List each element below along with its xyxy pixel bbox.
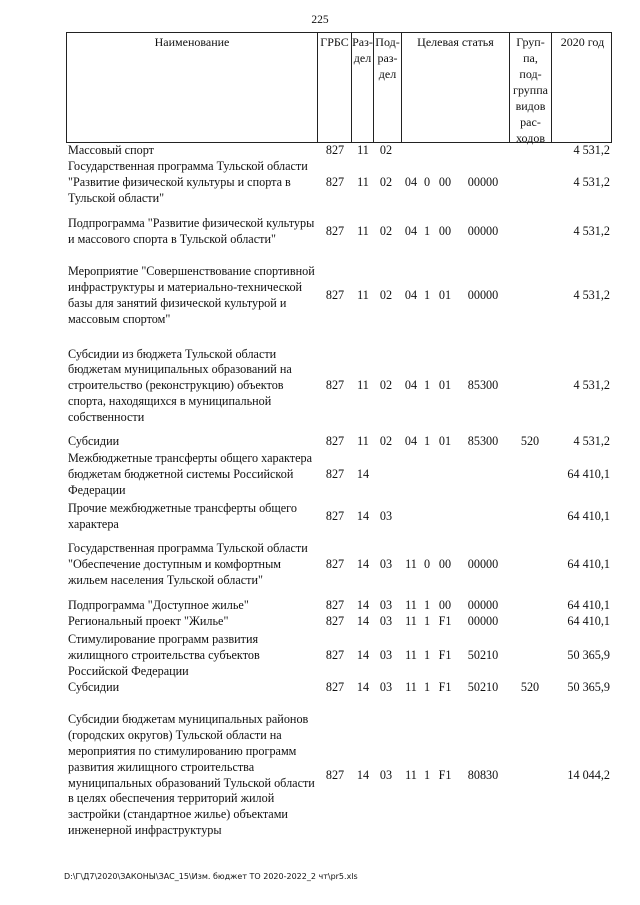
row-target-event: 00: [438, 175, 452, 190]
row-target-program: 04: [404, 434, 418, 449]
table-row: [66, 208, 612, 256]
row-name: Субсидии: [68, 680, 120, 695]
row-target-code: [458, 451, 508, 499]
row-razdel: 11: [357, 378, 369, 393]
row-name: Подпрограмма "Развитие физической культуры и массового спорта в Тульской области": [68, 216, 315, 246]
row-podrazdel: 02: [379, 224, 393, 239]
row-name: Прочие межбюджетные трансферты общего характера: [68, 501, 297, 531]
row-group: [510, 346, 550, 426]
row-target-program: 11: [405, 557, 417, 572]
row-target-event: [434, 501, 456, 533]
row-group: [510, 264, 550, 328]
row-razdel: 14: [356, 767, 370, 782]
row-target-event: F1: [438, 767, 452, 782]
row-group: [510, 703, 550, 848]
row-sum: 64 410,1: [567, 598, 610, 613]
row-target-program: [403, 143, 419, 159]
row-grbs: 827: [325, 143, 345, 158]
row-target-subprogram: [421, 451, 433, 499]
row-target-event: F1: [438, 648, 452, 663]
row-grbs: 827: [325, 680, 345, 695]
row-sum: 50 365,9: [567, 680, 610, 695]
row-target-program: 04: [404, 378, 418, 393]
row-name: Региональный проект "Жилье": [68, 614, 229, 629]
row-name: Субсидии из бюджета Тульской области бюджетам муниципальных образований на строительство (реконструкцию) объектов спорта, находящихся в муниципальной собственности: [68, 346, 292, 424]
row-grbs: 827: [325, 557, 345, 572]
row-group: [510, 632, 550, 680]
table-row: [66, 434, 612, 450]
row-target-program: 11: [405, 614, 417, 629]
row-target-event: [434, 143, 456, 159]
row-podrazdel: 03: [379, 598, 393, 613]
row-target-code: 50210: [467, 648, 499, 663]
row-sum: 64 410,1: [567, 467, 610, 482]
row-sum: 64 410,1: [567, 557, 610, 572]
row-target-subprogram: [421, 501, 433, 533]
row-grbs: 827: [325, 509, 345, 524]
row-sum: 4 531,2: [573, 288, 610, 303]
header-razdel: Раз- дел: [351, 33, 373, 142]
row-razdel: 14: [356, 680, 370, 695]
table-row: [66, 614, 612, 630]
row-grbs: 827: [325, 614, 345, 629]
row-name: Субсидии бюджетам муниципальных районов (городских округов) Тульской области на мероприятия по стимулированию программ развития жилищного строительства муниципальных образований Тульской области в целях обеспечения территорий жилой застройки (стандартное жилье) объектами инженерной инфраструктуры: [68, 712, 315, 837]
table-row: [66, 159, 612, 207]
row-podrazdel: 03: [379, 509, 393, 524]
row-target-code: [458, 501, 508, 533]
row-target-program: 11: [405, 598, 417, 613]
row-grbs: 827: [325, 175, 345, 190]
row-razdel: 14: [356, 614, 370, 629]
row-podrazdel: 02: [379, 288, 393, 303]
row-group: 520: [520, 434, 540, 449]
row-group: [510, 501, 550, 533]
row-target-subprogram: 1: [423, 767, 431, 782]
table-row: [66, 632, 612, 680]
row-target-subprogram: 1: [423, 614, 431, 629]
row-target-event: [434, 451, 456, 499]
header-target: Целевая статья: [401, 33, 509, 142]
row-sum: 4 531,2: [573, 143, 610, 158]
row-target-event: 01: [438, 378, 452, 393]
row-razdel: 14: [356, 648, 370, 663]
row-target-subprogram: 1: [423, 378, 431, 393]
row-grbs: 827: [325, 288, 345, 303]
row-target-event: 01: [438, 288, 452, 303]
row-target-code: [458, 143, 508, 159]
row-target-code: 00000: [467, 557, 499, 572]
row-podrazdel: [374, 451, 398, 499]
table-row: [66, 533, 612, 597]
header-grbs: ГРБС: [317, 33, 351, 142]
row-target-code: 00000: [467, 175, 499, 190]
row-grbs: 827: [325, 598, 345, 613]
row-grbs: 827: [325, 467, 345, 482]
row-target-program: 04: [404, 224, 418, 239]
row-target-event: 00: [438, 557, 452, 572]
row-target-program: 11: [405, 680, 417, 695]
row-group: [510, 614, 550, 630]
row-razdel: 11: [357, 175, 369, 190]
row-target-code: 00000: [467, 224, 499, 239]
table-row: [66, 143, 612, 159]
row-group: 520: [520, 680, 540, 695]
row-target-program: 04: [404, 288, 418, 303]
row-target-subprogram: 1: [423, 680, 431, 695]
row-razdel: 11: [357, 288, 369, 303]
row-target-code: 85300: [467, 434, 499, 449]
row-target-program: 04: [404, 175, 418, 190]
row-grbs: 827: [325, 434, 345, 449]
row-target-code: 00000: [467, 614, 499, 629]
row-target-event: 00: [438, 598, 452, 613]
row-grbs: 827: [325, 648, 345, 663]
row-grbs: 827: [325, 767, 345, 782]
row-target-program: 11: [405, 648, 417, 663]
row-target-event: F1: [438, 680, 452, 695]
row-name: Субсидии: [68, 434, 120, 449]
table-row: [66, 346, 612, 426]
row-target-event: F1: [438, 614, 452, 629]
row-target-subprogram: 1: [423, 648, 431, 663]
row-group: [510, 208, 550, 256]
row-podrazdel: 03: [379, 767, 393, 782]
row-name: Межбюджетные трансферты общего характера бюджетам бюджетной системы Российской Федерации: [68, 451, 313, 497]
row-group: [510, 598, 550, 614]
row-group: [510, 451, 550, 499]
row-sum: 4 531,2: [573, 224, 610, 239]
row-target-code: 85300: [467, 378, 499, 393]
row-razdel: 14: [356, 509, 370, 524]
row-name: Государственная программа Тульской области "Развитие физической культуры и спорта в Тульской области": [68, 159, 308, 205]
table-row: [66, 501, 612, 533]
table-header: [66, 32, 612, 143]
table-row: [66, 451, 612, 499]
row-target-subprogram: 1: [423, 224, 431, 239]
row-grbs: 827: [325, 378, 345, 393]
row-razdel: 11: [357, 434, 369, 449]
row-target-subprogram: 0: [423, 557, 431, 572]
row-sum: 4 531,2: [573, 434, 610, 449]
row-name: Подпрограмма "Доступное жилье": [68, 598, 249, 613]
row-target-code: 00000: [467, 288, 499, 303]
row-podrazdel: 03: [379, 557, 393, 572]
page-number: 225: [311, 14, 329, 26]
header-group: Груп- па, под- группа видов рас- ходов: [509, 33, 551, 142]
row-podrazdel: 03: [379, 648, 393, 663]
row-name: Мероприятие "Совершенствование спортивной инфраструктуры и материально-технической базы для занятий физической культурой и массовым спортом": [68, 264, 315, 326]
table-row: [66, 598, 612, 614]
row-target-subprogram: 0: [423, 175, 431, 190]
row-group: [510, 533, 550, 597]
row-name: Стимулирование программ развития жилищного строительства субъектов Российской Федерации: [68, 632, 260, 678]
row-sum: 4 531,2: [573, 378, 610, 393]
table-row: [66, 703, 612, 848]
row-razdel: 11: [357, 143, 369, 158]
row-podrazdel: 02: [379, 378, 393, 393]
header-year: 2020 год: [551, 33, 613, 142]
row-target-program: 11: [405, 767, 417, 782]
row-sum: 50 365,9: [567, 648, 610, 663]
header-name: Наименование: [154, 35, 230, 49]
footer-path: D:\Г\Д7\2020\ЗАКОНЫ\ЗАС_15\Изм. бюджет ТО 2020-2022_2 чт\pr5.xls: [64, 872, 358, 881]
row-target-event: 01: [438, 434, 452, 449]
row-target-subprogram: [421, 143, 433, 159]
row-razdel: 14: [356, 557, 370, 572]
row-sum: 4 531,2: [573, 175, 610, 190]
table-row: [66, 264, 612, 328]
table-row: [66, 680, 612, 696]
row-grbs: 827: [325, 224, 345, 239]
row-podrazdel: 02: [379, 175, 393, 190]
row-target-subprogram: 1: [423, 598, 431, 613]
row-podrazdel: 03: [379, 680, 393, 695]
row-razdel: 11: [357, 224, 369, 239]
row-name: Государственная программа Тульской области "Обеспечение доступным и комфортным жильем населения Тульской области": [68, 541, 308, 587]
row-target-event: 00: [438, 224, 452, 239]
row-sum: 64 410,1: [567, 509, 610, 524]
row-target-subprogram: 1: [423, 288, 431, 303]
row-razdel: 14: [356, 598, 370, 613]
row-target-subprogram: 1: [423, 434, 431, 449]
row-razdel: 14: [356, 467, 370, 482]
header-podrazdel: Под- раз- дел: [373, 33, 401, 142]
row-target-program: [403, 501, 419, 533]
row-target-code: 50210: [467, 680, 499, 695]
row-target-code: 80830: [467, 767, 499, 782]
row-name: Массовый спорт: [68, 143, 154, 158]
row-sum: 64 410,1: [567, 614, 610, 629]
row-podrazdel: 02: [379, 143, 393, 158]
row-target-program: [403, 451, 419, 499]
row-sum: 14 044,2: [567, 767, 610, 782]
row-group: [510, 159, 550, 207]
row-podrazdel: 03: [379, 614, 393, 629]
row-target-code: 00000: [467, 598, 499, 613]
row-podrazdel: 02: [379, 434, 393, 449]
row-group: [510, 143, 550, 159]
